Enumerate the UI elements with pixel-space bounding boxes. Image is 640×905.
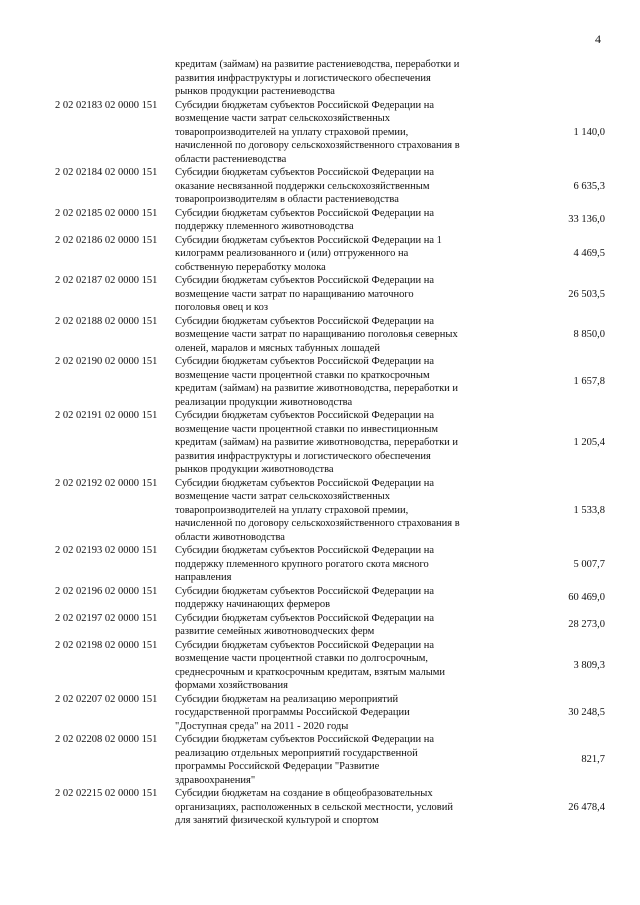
- row-code: 2 02 02190 02 0000 151: [55, 356, 158, 367]
- table-row: [55, 787, 605, 828]
- row-amount: 60 469,0: [568, 592, 605, 604]
- description-line: возмещение части затрат по наращиванию маточного: [175, 288, 414, 300]
- table-row: [55, 355, 605, 409]
- description-line: кредитам (займам) на развитие животноводства, переработки и: [175, 437, 459, 448]
- description-line: возмещение части затрат сельскохозяйственных: [175, 491, 390, 502]
- description-line: Субсидии бюджетам на реализацию мероприятий: [175, 693, 399, 705]
- row-description: [175, 585, 510, 612]
- description-line: поддержку племенного крупного рогатого скота мясного: [175, 558, 429, 570]
- row-amount: 28 273,0: [568, 619, 605, 631]
- row-description: [175, 787, 510, 828]
- description-line: начисленной по договору сельскохозяйственного страхования в: [175, 518, 460, 529]
- row-description: [175, 207, 510, 234]
- row-amount: 1 140,0: [573, 126, 605, 138]
- description-line: здравоохранения": [175, 774, 256, 786]
- row-description: [175, 234, 510, 275]
- table-row: [55, 612, 605, 639]
- description-line: Субсидии бюджетам субъектов Российской Федерации на: [175, 99, 435, 111]
- row-amount: 5 007,7: [573, 558, 605, 570]
- row-description: [175, 355, 510, 409]
- row-description: [175, 166, 510, 207]
- description-line: возмещение части процентной ставки по краткосрочным: [175, 369, 430, 381]
- description-line: возмещение части процентной ставки по инвестиционным: [175, 423, 439, 435]
- row-code: 2 02 02191 02 0000 151: [55, 410, 158, 421]
- row-description: [175, 274, 510, 315]
- row-code: 2 02 02188 02 0000 151: [55, 315, 158, 327]
- table-row: [55, 99, 605, 167]
- description-line: Субсидии бюджетам субъектов Российской Федерации на: [175, 410, 435, 421]
- row-description: [175, 612, 510, 639]
- description-line: возмещение части затрат по наращиванию поголовья северных: [175, 329, 458, 340]
- table-row: [55, 274, 605, 315]
- row-amount: 33 136,0: [568, 214, 605, 226]
- description-line: формами хозяйствования: [175, 680, 288, 691]
- table-row: [55, 207, 605, 234]
- description-line: Субсидии бюджетам субъектов Российской Федерации на 1: [175, 234, 442, 246]
- description-line: развития инфраструктуры и логистического обеспечения: [175, 450, 431, 462]
- row-code: 2 02 02193 02 0000 151: [55, 545, 158, 556]
- row-description: [175, 639, 510, 693]
- description-line: товаропроизводителям в области растениеводства: [175, 194, 399, 205]
- description-line: поддержку племенного животноводства: [175, 221, 354, 232]
- description-line: развитие семейных животноводческих ферм: [175, 626, 375, 637]
- description-line: оказание несвязанной поддержки сельскохозяйственным: [175, 180, 430, 192]
- description-line: Субсидии бюджетам субъектов Российской Федерации на: [175, 167, 435, 178]
- description-line: организациях, расположенных в сельской местности, условий: [175, 801, 453, 813]
- row-amount: 26 503,5: [568, 288, 605, 300]
- description-line: Субсидии бюджетам субъектов Российской Федерации на: [175, 585, 435, 597]
- row-description: [175, 733, 510, 787]
- row-amount: 6 635,3: [573, 180, 605, 192]
- description-line: кредитам (займам) на развитие животноводства, переработки и: [175, 383, 459, 394]
- table-row: [55, 409, 605, 477]
- table-row: [55, 585, 605, 612]
- row-code: 2 02 02196 02 0000 151: [55, 585, 158, 597]
- description-line: кредитам (займам) на развитие растениеводства, переработки и: [175, 59, 460, 70]
- row-code: 2 02 02186 02 0000 151: [55, 234, 158, 246]
- row-description: [175, 544, 510, 585]
- description-line: "Доступная среда" на 2011 - 2020 годы: [175, 720, 349, 732]
- row-code: 2 02 02208 02 0000 151: [55, 734, 158, 745]
- description-line: государственной программы Российской Федерации: [175, 707, 410, 718]
- table-row: [55, 166, 605, 207]
- row-description: [175, 693, 510, 734]
- description-line: товаропроизводителей на уплату страховой премии,: [175, 126, 409, 138]
- row-code: 2 02 02215 02 0000 151: [55, 788, 158, 799]
- row-description: [175, 315, 510, 356]
- description-line: Субсидии бюджетам субъектов Российской Федерации на: [175, 477, 435, 489]
- description-line: развития инфраструктуры и логистического обеспечения: [175, 72, 431, 84]
- row-amount: 821,7: [581, 754, 605, 766]
- row-description: [175, 477, 510, 545]
- description-line: Субсидии бюджетам субъектов Российской Федерации на: [175, 275, 435, 286]
- page-number: 4: [595, 32, 601, 46]
- row-amount: 3 809,3: [573, 659, 605, 671]
- description-line: Субсидии бюджетам субъектов Российской Федерации на: [175, 612, 435, 624]
- row-code: 2 02 02185 02 0000 151: [55, 207, 158, 219]
- description-line: рынков продукции животноводства: [175, 464, 334, 475]
- row-code: 2 02 02207 02 0000 151: [55, 693, 158, 705]
- table-row: [55, 234, 605, 275]
- row-amount: 4 469,5: [573, 248, 605, 259]
- description-line: реализации продукции животноводства: [175, 396, 353, 408]
- row-description: [175, 99, 510, 167]
- description-line: области растениеводства: [175, 153, 287, 165]
- continuation-row: [55, 58, 605, 99]
- description-line: Субсидии бюджетам субъектов Российской Федерации на: [175, 356, 435, 367]
- row-code: 2 02 02183 02 0000 151: [55, 99, 158, 111]
- description-line: Субсидии бюджетам субъектов Российской Федерации на: [175, 545, 435, 556]
- description-line: Субсидии бюджетам субъектов Российской Федерации на: [175, 639, 435, 651]
- description-line: направления: [175, 572, 232, 583]
- table-row: [55, 544, 605, 585]
- table-row: [55, 639, 605, 693]
- row-code: 2 02 02184 02 0000 151: [55, 167, 158, 178]
- row-code: 2 02 02187 02 0000 151: [55, 275, 158, 286]
- row-amount: 1 533,8: [573, 504, 605, 516]
- row-code: 2 02 02197 02 0000 151: [55, 612, 158, 624]
- row-amount: 26 478,4: [568, 801, 605, 813]
- description-line: Субсидии бюджетам субъектов Российской Федерации на: [175, 734, 435, 745]
- description-line: программы Российской Федерации "Развитие: [175, 761, 380, 772]
- description-line: товаропроизводителей на уплату страховой премии,: [175, 504, 409, 516]
- table-row: [55, 733, 605, 787]
- description-line: среднесрочным и краткосрочным кредитам, взятым малыми: [175, 666, 446, 678]
- description-line: рынков продукции растениеводства: [175, 86, 335, 97]
- description-line: поголовья овец и коз: [175, 302, 268, 313]
- description-line: поддержку начинающих фермеров: [175, 599, 331, 610]
- description-line: области животноводства: [175, 531, 285, 543]
- description-line: начисленной по договору сельскохозяйственного страхования в: [175, 140, 460, 151]
- row-amount: 8 850,0: [573, 329, 605, 340]
- description-line: Субсидии бюджетам на создание в общеобразовательных: [175, 788, 433, 799]
- description-line: Субсидии бюджетам субъектов Российской Федерации на: [175, 207, 435, 219]
- row-code: 2 02 02192 02 0000 151: [55, 477, 158, 489]
- description-line: для занятий физической культурой и спортом: [175, 815, 379, 826]
- budget-table: [55, 58, 605, 828]
- description-line: килограмм реализованного и (или) отгруженного на: [175, 248, 409, 259]
- description-line: Субсидии бюджетам субъектов Российской Федерации на: [175, 315, 435, 327]
- description-line: возмещение части затрат сельскохозяйственных: [175, 113, 390, 124]
- row-code: 2 02 02198 02 0000 151: [55, 639, 158, 651]
- row-amount: 1 657,8: [573, 376, 605, 388]
- table-row: [55, 693, 605, 734]
- table-row: [55, 315, 605, 356]
- table-row: [55, 477, 605, 545]
- row-amount: 1 205,4: [573, 437, 605, 448]
- description-line: собственную переработку молока: [175, 261, 326, 273]
- row-amount: 30 248,5: [568, 707, 605, 718]
- continuation-description: [175, 58, 510, 99]
- description-line: возмещение части процентной ставки по долгосрочным,: [175, 653, 429, 664]
- row-description: [175, 409, 510, 477]
- description-line: реализацию отдельных мероприятий государственной: [175, 747, 418, 759]
- description-line: оленей, маралов и мясных табунных лошадей: [175, 342, 380, 354]
